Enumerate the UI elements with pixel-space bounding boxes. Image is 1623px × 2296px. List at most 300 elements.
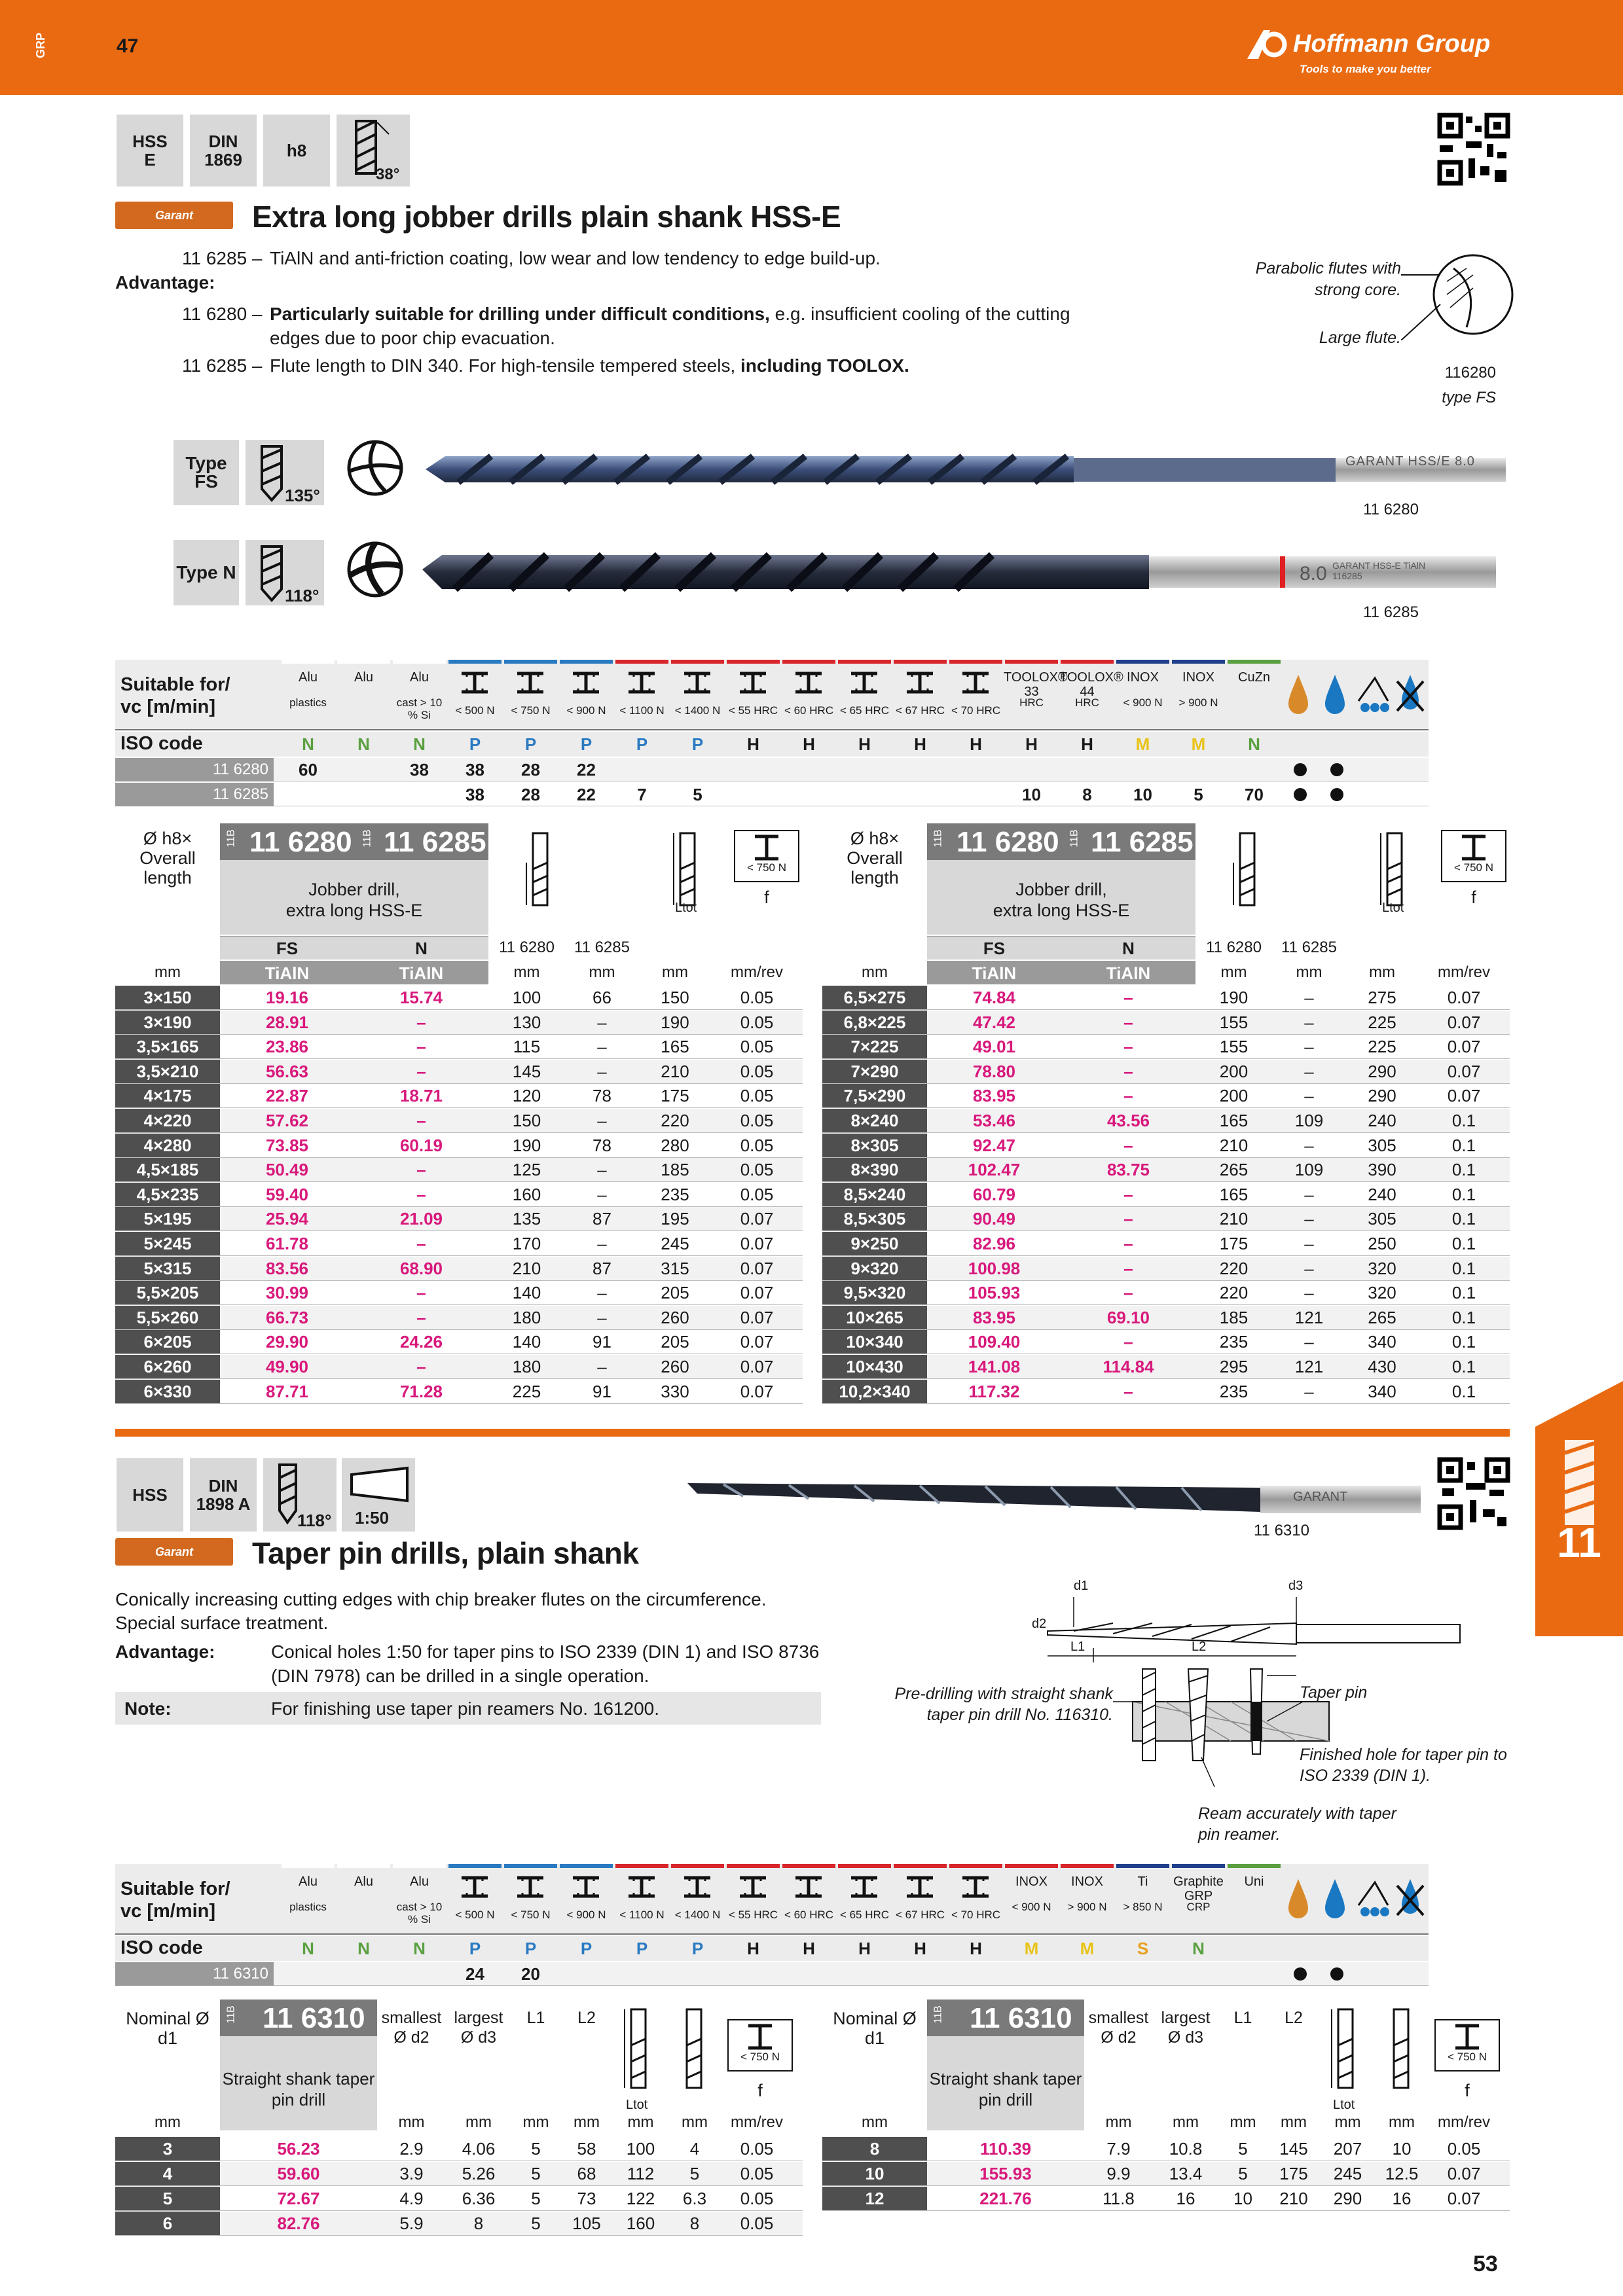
unit-label: mm/rev <box>731 2113 783 2131</box>
predrill-note: Pre-drilling with straight shank taper pin drill No. 116310. <box>894 1685 1113 1724</box>
value-cell: 109 <box>1294 1111 1324 1130</box>
value-cell: 4 <box>689 2139 700 2159</box>
unit-label: mm <box>1369 963 1395 981</box>
material-stripe <box>504 660 557 664</box>
material-stripe <box>782 1864 835 1868</box>
material-chip-2: HSS <box>117 1458 183 1532</box>
value-cell: 0.1 <box>1451 1381 1476 1401</box>
price-cell: 23.86 <box>265 1037 309 1057</box>
material-stripe <box>1061 1864 1114 1868</box>
value-cell: 5.9 <box>399 2214 424 2233</box>
suit-vc-label: vc [m/min] <box>120 696 216 717</box>
qr-code-icon[interactable] <box>1437 113 1510 186</box>
din-chip-2: DIN 1898 A <box>190 1458 257 1532</box>
value-cell: – <box>1304 1086 1314 1106</box>
steel-beam-icon <box>727 2019 793 2072</box>
material-spec: < 1100 N <box>619 704 665 717</box>
chapter-tab[interactable] <box>1535 1381 1623 1636</box>
price-cell: 73.85 <box>265 1135 309 1155</box>
cutting-speed: 8 <box>1082 785 1092 804</box>
iso-code: P <box>524 1939 537 1958</box>
value-cell: 175 <box>1219 1234 1249 1253</box>
value-cell: 0.07 <box>1447 988 1481 1007</box>
price-cell: – <box>1123 1037 1133 1057</box>
value-cell: 4.06 <box>462 2139 496 2159</box>
iso-code: H <box>858 1939 871 1958</box>
value-cell: 265 <box>1219 1160 1249 1180</box>
iso-code: N <box>302 734 314 754</box>
steel-beam-icon <box>1434 2019 1500 2072</box>
value-cell: 100 <box>626 2139 655 2159</box>
chapter-number: 11 <box>1557 1519 1601 1566</box>
value-cell: 260 <box>661 1357 689 1376</box>
flute-length-icon <box>521 830 560 915</box>
unit-label: mm <box>155 2113 181 2131</box>
price-cell: 66.73 <box>265 1307 309 1327</box>
value-cell: 0.07 <box>1447 1037 1481 1057</box>
value-cell: 225 <box>512 1381 541 1401</box>
value-cell: 8 <box>473 2214 484 2233</box>
material-spec: cast > 10 % Si <box>396 696 443 721</box>
value-cell: 260 <box>661 1307 689 1327</box>
iso-code: M <box>1024 1939 1039 1958</box>
value-cell: 121 <box>1294 1357 1324 1376</box>
material-name: Alu <box>410 670 429 685</box>
value-cell: 170 <box>512 1234 541 1253</box>
taper-drill-price-table <box>115 2000 1510 2248</box>
value-cell: – <box>1304 1258 1314 1278</box>
iso-code: H <box>914 1939 926 1958</box>
material-spec: < 60 HRC <box>784 704 834 717</box>
size-cell: 4,5×235 <box>136 1184 199 1204</box>
cross-section-icon <box>1401 249 1519 340</box>
price-cell: – <box>416 1037 426 1057</box>
value-cell: 340 <box>1368 1381 1396 1401</box>
value-cell: 5 <box>1238 2139 1248 2159</box>
steel-beam-icon <box>460 1876 489 1898</box>
iso-code: H <box>747 1939 759 1958</box>
value-cell: 140 <box>512 1283 541 1303</box>
cutting-speed: 24 <box>465 1964 484 1984</box>
cutting-speed: 7 <box>637 785 647 804</box>
value-cell: 180 <box>512 1307 541 1327</box>
size-cell: 8×240 <box>850 1111 899 1130</box>
iso-code: M <box>1191 734 1206 754</box>
d1-header: d1 <box>864 2028 885 2048</box>
unit-label: mm/rev <box>731 963 783 981</box>
value-cell: 0.05 <box>740 1012 774 1032</box>
iso-code: N <box>302 1939 314 1958</box>
value-cell: 155 <box>1219 1012 1249 1032</box>
size-cell: 4,5×185 <box>136 1160 199 1180</box>
price-cell: 57.62 <box>265 1111 309 1130</box>
suit-row-band <box>115 1962 1429 1986</box>
value-cell: 87 <box>593 1258 611 1278</box>
price-cell: 72.67 <box>277 2189 320 2208</box>
size-cell: 3 <box>162 2139 173 2159</box>
material-name: Graphite GRP <box>1173 1874 1224 1903</box>
material-stripe <box>448 1864 501 1868</box>
value-cell: 58 <box>577 2139 596 2159</box>
material-stripe <box>671 660 724 664</box>
value-cell: 5 <box>531 2189 541 2208</box>
drill2-label: 11 6285 <box>1363 603 1419 621</box>
value-cell: 0.07 <box>740 1234 774 1253</box>
iso-code: P <box>469 734 481 754</box>
value-cell: 0.07 <box>1447 1061 1481 1081</box>
material-name: Ti <box>1137 1874 1148 1889</box>
steel-beam-icon <box>572 672 600 694</box>
value-cell: – <box>1304 1381 1314 1401</box>
size-cell: 8,5×240 <box>843 1184 906 1204</box>
material-name: TOOLOX® 33 <box>1004 670 1068 699</box>
cutting-speed: 22 <box>577 760 596 780</box>
largest-header: largest <box>454 2009 503 2027</box>
product-code: 11 6310 <box>263 2002 365 2034</box>
material-spec: < 750 N <box>511 704 551 717</box>
value-cell: 109 <box>1294 1160 1324 1180</box>
value-cell: 165 <box>1219 1111 1249 1130</box>
material-name: Alu <box>354 670 373 685</box>
section-title: Extra long jobber drills plain shank HSS-E <box>252 200 841 234</box>
value-cell: 0.07 <box>740 1258 774 1278</box>
iso-code: N <box>1192 1939 1205 1958</box>
type-n-header: N <box>1122 939 1135 958</box>
price-cell: 49.90 <box>265 1357 309 1376</box>
iso-label: ISO code <box>120 1937 203 1958</box>
value-cell: – <box>1304 1037 1314 1057</box>
value-cell: 125 <box>512 1160 541 1180</box>
fs-flute-icon <box>346 439 405 497</box>
price-cell: 83.56 <box>265 1258 309 1278</box>
value-cell: 245 <box>661 1234 689 1253</box>
value-cell: – <box>597 1307 607 1327</box>
unit-label: mm <box>627 2113 654 2131</box>
flute-length-icon <box>1382 2006 1421 2098</box>
size-cell: 8×390 <box>850 1160 899 1180</box>
material-stripe <box>1172 1864 1225 1868</box>
material-stripe <box>1116 660 1169 664</box>
unit-label: mm <box>1173 2113 1199 2131</box>
price-cell: 117.32 <box>968 1381 1020 1401</box>
L1-header: L1 <box>526 2009 545 2027</box>
smallest-header: smallest <box>1088 2009 1149 2027</box>
price-cell: – <box>1123 1332 1133 1352</box>
flute-length-icon <box>675 2006 714 2098</box>
material-name: INOX <box>1127 670 1159 685</box>
material-stripe <box>949 1864 1002 1868</box>
product-desc-2: pin drill <box>271 2090 326 2109</box>
tolerance-chip: h8 <box>263 115 330 187</box>
total-length-icon <box>1326 2006 1366 2098</box>
price-cell: – <box>1123 988 1133 1007</box>
product-desc-2: extra long HSS-E <box>993 901 1130 920</box>
size-cell: 4 <box>162 2164 173 2183</box>
unit-label: mm <box>589 963 615 981</box>
value-cell: 0.1 <box>1451 1357 1476 1376</box>
finished-hole-note: Finished hole for taper pin to ISO 2339 (DIN 1). <box>1300 1746 1507 1785</box>
size-cell: 3,5×165 <box>136 1037 199 1057</box>
drill-image-116280 <box>419 433 1509 505</box>
value-cell: 235 <box>1219 1332 1249 1352</box>
iso-code: N <box>413 1939 426 1958</box>
price-cell: 74.84 <box>972 988 1016 1007</box>
value-cell: 390 <box>1368 1160 1396 1180</box>
material-stripe <box>615 660 668 664</box>
value-cell: 122 <box>626 2189 655 2208</box>
feed-label: f <box>764 888 769 907</box>
L1-label: L1 <box>1070 1640 1085 1654</box>
value-cell: 140 <box>512 1332 541 1352</box>
value-cell: 0.1 <box>1451 1160 1476 1180</box>
value-cell: 190 <box>512 1135 541 1155</box>
drill3-marking: GARANT <box>1293 1490 1348 1504</box>
value-cell: 160 <box>626 2214 655 2233</box>
price-cell: 59.60 <box>277 2164 320 2183</box>
value-cell: 165 <box>661 1037 689 1057</box>
suitable-dot <box>1330 1967 1343 1981</box>
cutting-speed: 28 <box>521 760 540 780</box>
price-cell: – <box>416 1111 426 1130</box>
taper-icon <box>342 1458 415 1511</box>
ltot-label: Ltot <box>1333 2098 1355 2112</box>
size-cell: 6×205 <box>143 1332 192 1352</box>
value-cell: – <box>1304 1234 1314 1253</box>
value-cell: 0.1 <box>1451 1135 1476 1155</box>
value-cell: 78 <box>593 1086 611 1106</box>
value-cell: 0.07 <box>740 1283 774 1303</box>
value-cell: 66 <box>593 988 611 1007</box>
value-cell: 0.05 <box>740 1111 774 1130</box>
note-text: For finishing use taper pin reamers No. 161200. <box>271 1698 659 1719</box>
iso-code: P <box>580 734 593 754</box>
hoffmann-logo-icon <box>1244 26 1290 63</box>
price-cell: 90.49 <box>972 1209 1016 1229</box>
material-spec: > 900 N <box>1067 1901 1107 1913</box>
value-cell: 130 <box>512 1012 541 1032</box>
side-code: GRP <box>34 33 47 59</box>
size-cell: 6,8×225 <box>843 1012 906 1032</box>
price-cell: – <box>416 1012 426 1032</box>
size-cell: 9×250 <box>850 1234 899 1253</box>
price-cell: 83.75 <box>1106 1160 1150 1180</box>
price-cell: 82.96 <box>972 1234 1016 1253</box>
value-cell: 4.9 <box>399 2189 424 2208</box>
cutting-speed: 38 <box>465 760 484 780</box>
steel-beam-icon <box>794 1876 823 1898</box>
steel-beam-icon <box>905 1876 934 1898</box>
drill2-size: 8.0 <box>1300 563 1327 584</box>
section-divider <box>115 1429 1510 1437</box>
suit-row-label: 11 6280 <box>115 758 274 781</box>
price-cell: 53.46 <box>972 1111 1016 1130</box>
price-cell: 18.71 <box>399 1086 443 1106</box>
material-spec: < 60 HRC <box>784 1909 834 1921</box>
tag: 11B <box>932 829 944 848</box>
unit-label: mm <box>1230 2113 1256 2131</box>
price-cell: 15.74 <box>399 988 443 1007</box>
price-cell: 21.09 <box>399 1209 443 1229</box>
value-cell: – <box>1304 1209 1314 1229</box>
price-cell: – <box>1123 1184 1133 1204</box>
brand-name: Hoffmann Group <box>1293 30 1491 58</box>
iso-code: P <box>636 734 648 754</box>
col-116285: 11 6285 <box>1281 939 1337 956</box>
value-cell: 220 <box>661 1111 689 1130</box>
steel-beam-icon <box>683 672 712 694</box>
cutting-speed: 5 <box>1194 785 1203 804</box>
iso-code: P <box>636 1939 648 1958</box>
feed-label: f <box>1471 888 1476 907</box>
value-cell: 290 <box>1368 1061 1396 1081</box>
material-name: INOX <box>1071 1874 1103 1889</box>
adv2-code: 11 6285 – <box>182 355 263 376</box>
value-cell: 6.3 <box>682 2189 707 2208</box>
material-spec: < 67 HRC <box>895 1909 945 1921</box>
product-code-1: 11 6280 <box>957 826 1059 858</box>
d2-header: Ø d2 <box>1101 2028 1137 2047</box>
steel-beam-icon <box>627 1876 656 1898</box>
price-cell: 25.94 <box>265 1209 309 1229</box>
value-cell: 105 <box>572 2214 601 2233</box>
product-code-2: 11 6285 <box>1091 826 1194 858</box>
coating-text: TiAlN and anti-friction coating, low wear and low tendency to edge build-up. <box>270 248 881 268</box>
iso-code: H <box>970 734 982 754</box>
ltot-label: Ltot <box>1382 901 1404 915</box>
material-name: CuZn <box>1238 670 1270 685</box>
iso-code: P <box>580 1939 593 1958</box>
price-cell: 71.28 <box>399 1381 443 1401</box>
suitable-dot <box>1294 1967 1307 1981</box>
helix-angle-chip: 38° <box>337 115 410 187</box>
d3-header: Ø d3 <box>460 2028 497 2047</box>
material-stripe <box>1228 1864 1281 1868</box>
material-spec: HRC <box>1019 696 1044 709</box>
col-116280: 11 6280 <box>1206 939 1262 956</box>
material-spec: plastics <box>289 1901 327 1913</box>
unit-label: mm/rev <box>1438 2113 1490 2131</box>
value-cell: 150 <box>661 988 689 1007</box>
price-cell: 100.98 <box>968 1258 1021 1278</box>
suitable-dot <box>1294 763 1307 776</box>
size-cell: 3×150 <box>143 988 192 1007</box>
steel-beam-icon <box>460 672 489 694</box>
material-spec: < 750 N <box>511 1909 551 1921</box>
steel-beam-icon <box>627 672 656 694</box>
value-cell: 210 <box>661 1061 689 1081</box>
material-stripe <box>727 1864 780 1868</box>
steel-beam-icon <box>850 672 879 694</box>
value-cell: 207 <box>1333 2139 1362 2159</box>
size-cell: 5×195 <box>143 1209 192 1229</box>
material-stripe <box>894 1864 947 1868</box>
feed-condition: < 750 N <box>1453 861 1493 874</box>
steel-beam-icon <box>961 672 990 694</box>
material-stripe <box>671 1864 724 1868</box>
value-cell: 10 <box>1233 2189 1252 2208</box>
value-cell: 100 <box>512 988 541 1007</box>
value-cell: 0.1 <box>1451 1209 1476 1229</box>
price-cell: 78.80 <box>972 1061 1016 1081</box>
value-cell: 210 <box>1219 1209 1249 1229</box>
length-header: length <box>850 868 899 888</box>
material-spec: > 900 N <box>1178 696 1218 709</box>
material-spec: < 900 N <box>566 704 606 717</box>
price-cell: 28.91 <box>265 1012 309 1032</box>
price-cell: 60.19 <box>399 1135 443 1155</box>
material-spec: < 900 N <box>1012 1901 1051 1913</box>
unit-label: mm <box>1296 963 1322 981</box>
size-cell: 10×265 <box>846 1307 903 1327</box>
value-cell: 0.07 <box>1447 2189 1481 2208</box>
size-cell: 6×330 <box>143 1381 192 1401</box>
value-cell: 0.05 <box>740 1061 774 1081</box>
type-fs-chip: Type FS <box>173 440 239 505</box>
unit-label: mm <box>1281 2113 1307 2131</box>
value-cell: 210 <box>1219 1135 1249 1155</box>
flute-note: Large flute. <box>1319 329 1401 347</box>
steel-beam-icon <box>516 1876 545 1898</box>
type-n-header: N <box>415 939 428 958</box>
overall-header: Overall <box>139 848 196 868</box>
material-stripe <box>560 1864 613 1868</box>
material-spec: < 500 N <box>455 704 495 717</box>
value-cell: 8 <box>689 2214 700 2233</box>
drill2-marking: GARANT HSS-E TiAlN 116285 <box>1332 560 1426 581</box>
suitable-dot <box>1294 788 1307 801</box>
size-cell: 7,5×290 <box>843 1086 906 1106</box>
L2-label: L2 <box>1192 1640 1207 1654</box>
cutting-speed: 28 <box>521 785 540 804</box>
value-cell: 0.05 <box>740 2164 774 2183</box>
value-cell: 165 <box>1219 1184 1249 1204</box>
coating-fs: TiAlN <box>972 963 1017 983</box>
size-cell: 8×305 <box>850 1135 899 1155</box>
material-name: INOX <box>1182 670 1214 685</box>
material-stripe <box>337 660 390 664</box>
value-cell: 175 <box>1279 2164 1308 2183</box>
value-cell: 245 <box>1333 2164 1362 2183</box>
material-stripe <box>727 660 780 664</box>
size-cell: 6,5×275 <box>843 988 906 1007</box>
value-cell: 11.8 <box>1103 2189 1135 2208</box>
size-cell: 3×190 <box>143 1012 192 1032</box>
material-spec: < 70 HRC <box>951 1909 1001 1921</box>
value-cell: 235 <box>1219 1381 1249 1401</box>
value-cell: 10 <box>1392 2139 1412 2159</box>
size-cell: 3,5×210 <box>136 1061 199 1081</box>
size-cell: 10,2×340 <box>839 1381 911 1401</box>
price-cell: 82.76 <box>277 2214 320 2233</box>
value-cell: 115 <box>513 1037 541 1057</box>
iso-code: H <box>803 734 815 754</box>
unit-label: mm <box>522 2113 549 2131</box>
col-116285: 11 6285 <box>574 939 630 956</box>
value-cell: 305 <box>1368 1209 1396 1229</box>
value-cell: 0.07 <box>740 1381 774 1401</box>
product-desc-2: pin drill <box>978 2090 1033 2109</box>
price-cell: 43.56 <box>1106 1111 1150 1130</box>
size-cell: 7×225 <box>850 1037 899 1057</box>
qr-code-icon[interactable] <box>1437 1457 1510 1530</box>
material-spec: < 500 N <box>455 1909 495 1921</box>
material-stripe <box>782 660 835 664</box>
n-flute-icon <box>346 540 405 599</box>
price-cell: 56.23 <box>277 2139 320 2159</box>
tag: 11B <box>225 2005 237 2024</box>
taper-chip: 1:50 <box>342 1458 415 1532</box>
material-name: Alu <box>410 1874 429 1889</box>
